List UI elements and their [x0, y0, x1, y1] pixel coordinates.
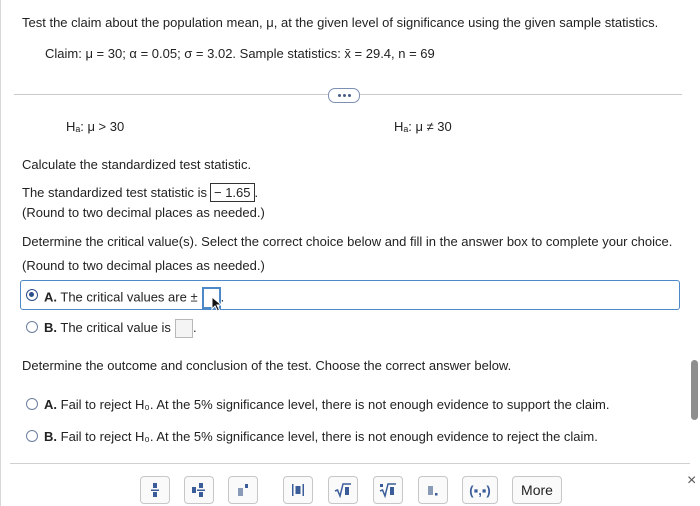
more-button[interactable]	[512, 476, 562, 504]
hypothesis-left: Hₐ: μ > 30	[66, 119, 125, 134]
interval-button[interactable]	[462, 476, 498, 504]
absolute-value-icon	[291, 482, 305, 498]
outcome-choice-b-letter: B.	[44, 429, 57, 444]
critical-choice-b-radio[interactable]	[26, 321, 38, 333]
question-prompt: Test the claim about the population mean, μ, at the given level of significance using the given sample statistics.	[22, 15, 659, 30]
critical-value-input[interactable]	[175, 319, 193, 338]
claim-text: Claim: μ = 30; α = 0.05; σ = 3.02. Sample statistics: x̄ = 29.4, n = 69	[45, 46, 435, 61]
standardized-line	[22, 183, 258, 202]
critical-choice-a-text: The critical values are ±	[60, 289, 198, 305]
outcome-choice-a[interactable]	[44, 397, 609, 412]
decimal-icon	[426, 482, 440, 498]
outcome-choice-a-radio[interactable]	[26, 398, 38, 410]
mixed-number-button[interactable]	[184, 476, 214, 504]
outcome-choice-a-text: Fail to reject H₀. At the 5% significance level, there is not enough evidence to support the claim.	[60, 397, 610, 412]
outcome-heading: Determine the outcome and conclusion of the test. Choose the correct answer below.	[22, 358, 512, 373]
absolute-value-button[interactable]	[283, 476, 313, 504]
standardized-sentence: The standardized test statistic is	[22, 185, 207, 200]
square-root-button[interactable]	[328, 476, 358, 504]
critical-choice-a-period: .	[220, 289, 225, 305]
standardized-period: .	[254, 185, 259, 200]
fraction-icon	[150, 482, 160, 498]
mixed-number-icon	[191, 482, 207, 498]
fraction-button[interactable]	[140, 476, 170, 504]
expand-dots-button[interactable]	[328, 88, 360, 103]
critical-choice-b-text: The critical value is	[60, 319, 171, 335]
critical-choice-a[interactable]	[44, 287, 224, 309]
critical-choice-a-letter: A.	[44, 289, 57, 305]
close-icon[interactable]: ×	[687, 472, 697, 489]
outcome-choice-b-text: Fail to reject H₀. At the 5% significance level, there is not enough evidence to reject the claim.	[60, 429, 598, 444]
outcome-choice-a-letter: A.	[44, 397, 57, 412]
exponent-button[interactable]	[228, 476, 258, 504]
critical-choice-b[interactable]	[44, 319, 197, 338]
hypothesis-right: Hₐ: μ ≠ 30	[394, 119, 452, 134]
standardized-answer-box[interactable]: − 1.65	[210, 183, 255, 202]
outcome-choice-b-radio[interactable]	[26, 430, 38, 442]
square-root-icon	[334, 482, 352, 498]
critical-choice-a-radio[interactable]	[26, 289, 38, 301]
decimal-button[interactable]	[418, 476, 448, 504]
critical-round-note: (Round to two decimal places as needed.)	[22, 258, 265, 273]
mouse-pointer-icon	[211, 296, 223, 312]
standardized-round-note: (Round to two decimal places as needed.)	[22, 205, 265, 220]
nth-root-button[interactable]	[373, 476, 403, 504]
toolbar-divider	[10, 463, 690, 464]
standardized-heading: Calculate the standardized test statistic.	[22, 157, 252, 172]
exponent-icon	[236, 482, 250, 498]
more-label: More	[521, 482, 553, 498]
critical-choice-b-period: .	[192, 319, 197, 335]
scrollbar-thumb[interactable]	[691, 360, 698, 420]
interval-label: (▪,▪)	[469, 482, 491, 498]
outcome-choice-b[interactable]	[44, 429, 598, 444]
critical-choice-b-letter: B.	[44, 319, 57, 335]
nth-root-icon	[379, 482, 397, 498]
critical-heading: Determine the critical value(s). Select the correct choice below and fill in the answer box to complete your choice.	[22, 234, 673, 249]
